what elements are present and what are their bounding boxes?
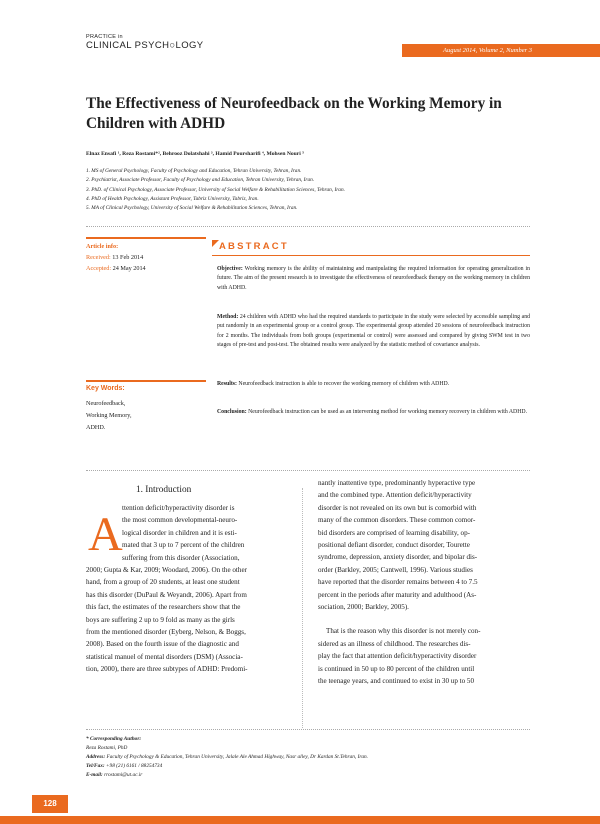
text-line: 2008). Based on the fourth issue of the diagnostic and [86,640,239,649]
journal-logo-line1: PRACTICE in [86,34,123,40]
text-line: the teenage years, and continued to exist in 30 up to 50 [318,677,475,686]
text-line: 2000; Gupta & Kar, 2009; Woodard, 2006). On the other [86,566,247,575]
text-line: statistical manuel of mental disorders (DSM) (Associa- [86,652,243,661]
text-line: is continued in 50 up to 80 percent of the children until [318,664,475,673]
text-line: and the combined type. Attention deficit/hyperactivity [318,491,472,500]
corr-name: Reza Rostami, PhD [86,745,128,751]
results-label: Results: [217,381,237,387]
received-date [86,252,143,263]
abstract-heading: ABSTRACT [219,241,289,252]
article-info-heading: Article info: [86,243,119,250]
keywords-heading: Key Words: [86,385,125,392]
text-line: play the fact that attention deficit/hyperactivity disorder [318,652,477,661]
text-line: hand, from a group of 20 students, at least one student [86,578,240,587]
text-line: boys are suffering 2 up to 9 fold as many as the girls [86,615,235,624]
conclusion-text: Neurofeedback instruction can be used as an intervening method for working memory recovery in children with ADHD. [248,409,528,415]
divider [86,226,530,227]
received-label: Received: [86,254,111,261]
text-line: nantly inattentive type, predominantly hyperactive type [318,479,476,487]
accepted-value: 24 May 2014 [112,265,146,272]
text-line: syndrome, depression, anxiety disorder, and bipolar dis- [318,553,478,562]
issue-info: August 2014, Volume 2, Number 3 [442,47,532,54]
text-line: this fact, the estimates of the researchers show that the [86,603,241,612]
drop-cap: A [88,508,123,561]
abstract-method [217,313,530,351]
address-value: Faculty of Psychology & Education, Tehran University, Jalale Ale Ahmad Highway, Nasr alley, Dr Kardan St.Tehran, Iran. [106,754,369,760]
accepted-date [86,263,146,274]
text-line: disorder is not revealed on its own but is comorbid with [318,503,477,512]
affiliation-item: 4. PhD of Health Psychology, Assistant Professor, Tabriz University, Tabriz, Iran. [86,195,259,202]
text-line: suffering from this disorder (Association, [122,553,240,562]
footer-bar [0,816,600,824]
text-line: many of the common disorders. These common comor- [318,516,476,525]
affiliations [86,167,546,213]
corr-heading: * Corresponding Author: [86,736,142,742]
intro-right-column [318,477,528,688]
affiliation-item: 3. PhD. of Clinical Psychology, Associate Professor, University of Social Welfare & Rehabilitation Sciences, Tehran, Iran. [86,186,345,193]
method-label: Method: [217,314,239,320]
text-line: have reported that the disorder remains between 4 to 7.5 [318,578,478,587]
abstract-rule [212,255,530,256]
section-heading: 1. Introduction [136,485,192,495]
conclusion-label: Conclusion: [217,409,247,415]
text-line: order (Barkley, 2005; Cantwell, 1996). Various studies [318,565,473,574]
keyword-item: Working Memory, [86,412,132,419]
text-line: has this disorder (DuPaul & Weyandt, 2006). Apart from [86,590,247,599]
email-label: E-mail: [86,772,103,778]
page-number: 128 [43,799,57,808]
text-line: from the mentioned disorder (Eyberg, Nelson, & Boggs, [86,628,246,637]
divider [86,729,530,730]
text-line: positional defiant disorder, conduct disorder, Tourette [318,541,470,550]
keywords-rule [86,380,206,382]
text-line: sidered as an illness of childhood. The researches dis- [318,639,471,648]
text-line: ttention deficit/hyperactivity disorder is [122,504,235,512]
received-value: 13 Feb 2014 [112,254,144,261]
text-line: sociation, 2000; Barkley, 2005). [318,603,409,612]
address-label: Address: [86,754,106,760]
text-line: mated that 3 up to 7 percent of the children [122,541,245,550]
tel-label: Tel/Fax: [86,763,105,769]
intro-left-column [86,502,296,676]
keywords-list [86,398,132,434]
abstract-results [217,380,530,389]
abstract-objective [217,265,530,293]
info-rule [86,237,206,239]
paragraph-gap [318,613,528,625]
corner-triangle-icon [212,240,219,247]
divider [86,470,530,471]
tel-value: +98 (21) 6161 / 88254734 [105,763,163,769]
keyword-item: ADHD. [86,424,106,431]
method-text: 24 children with ADHD who had the required standards to participate in the study were selected by accessible sampling and put randomly in an experimental group or a control group. The experimental group attended 20 sessions of neurofeedback instruction for 2 months. The individuals from both groups (experimental or control) were assessed and compared by giving SWM test in two stages of pre-test and post-test. The obtained results were analyzed by the statistic method of covariance analysis. [217,314,531,349]
results-text: Neurofeedback instruction is able to recover the working memory of children with ADHD. [238,381,450,387]
abstract-conclusion [217,408,530,417]
affiliation-item: 5. MA of Clinical Psychology, University of Social Welfare & Rehabilitation Sciences, Tehran, Iran. [86,205,298,212]
text-line: bid disorders are comprised of learning disability, op- [318,528,471,537]
journal-logo [86,34,204,51]
text-line: That is the reason why this disorder is not merely con- [326,627,481,636]
keyword-item: Neurofeedback, [86,400,126,407]
objective-label: Objective: [217,266,243,272]
author-list: Elnaz Ensafi ¹, Reza Rostami*², Behrooz Dolatshahi ³, Hamid Poursharifi ⁴, Mohsen Nouri ⁵ [86,151,304,157]
text-line: the most common developmental-neuro- [122,516,238,525]
objective-text: Working memory is the ability of maintaining and manipulating the required information for operating generalization in future. The aim of the present research is to investigate the effectiveness of neurofeedback therapy on the working memory in children with ADHD. [217,266,530,291]
email-value: rrostami@ut.ac.ir [104,772,143,778]
journal-logo-line2: CLINICAL PSYCH○LOGY [86,40,204,51]
accepted-label: Accepted: [86,265,112,272]
text-line: logical disorder in children and it is esti- [122,528,237,537]
corresponding-author [86,735,546,780]
affiliation-item: 2. Psychiatrist, Associate Professor, Faculty of Psychology and Education, Tehran University, Tehran, Iran. [86,177,315,184]
text-line: percent in the periods after maturity and adulthood (As- [318,590,477,599]
article-title: The Effectiveness of Neurofeedback on the Working Memory in Children with ADHD [86,95,502,132]
text-line: tion, 2000), there are three subtypes of ADHD: Predomi- [86,665,248,674]
affiliation-item: 1. MS of General Psychology, Faculty of Psychology and Education, Tehran University, Tehran, Iran. [86,168,302,174]
column-divider [302,488,303,728]
